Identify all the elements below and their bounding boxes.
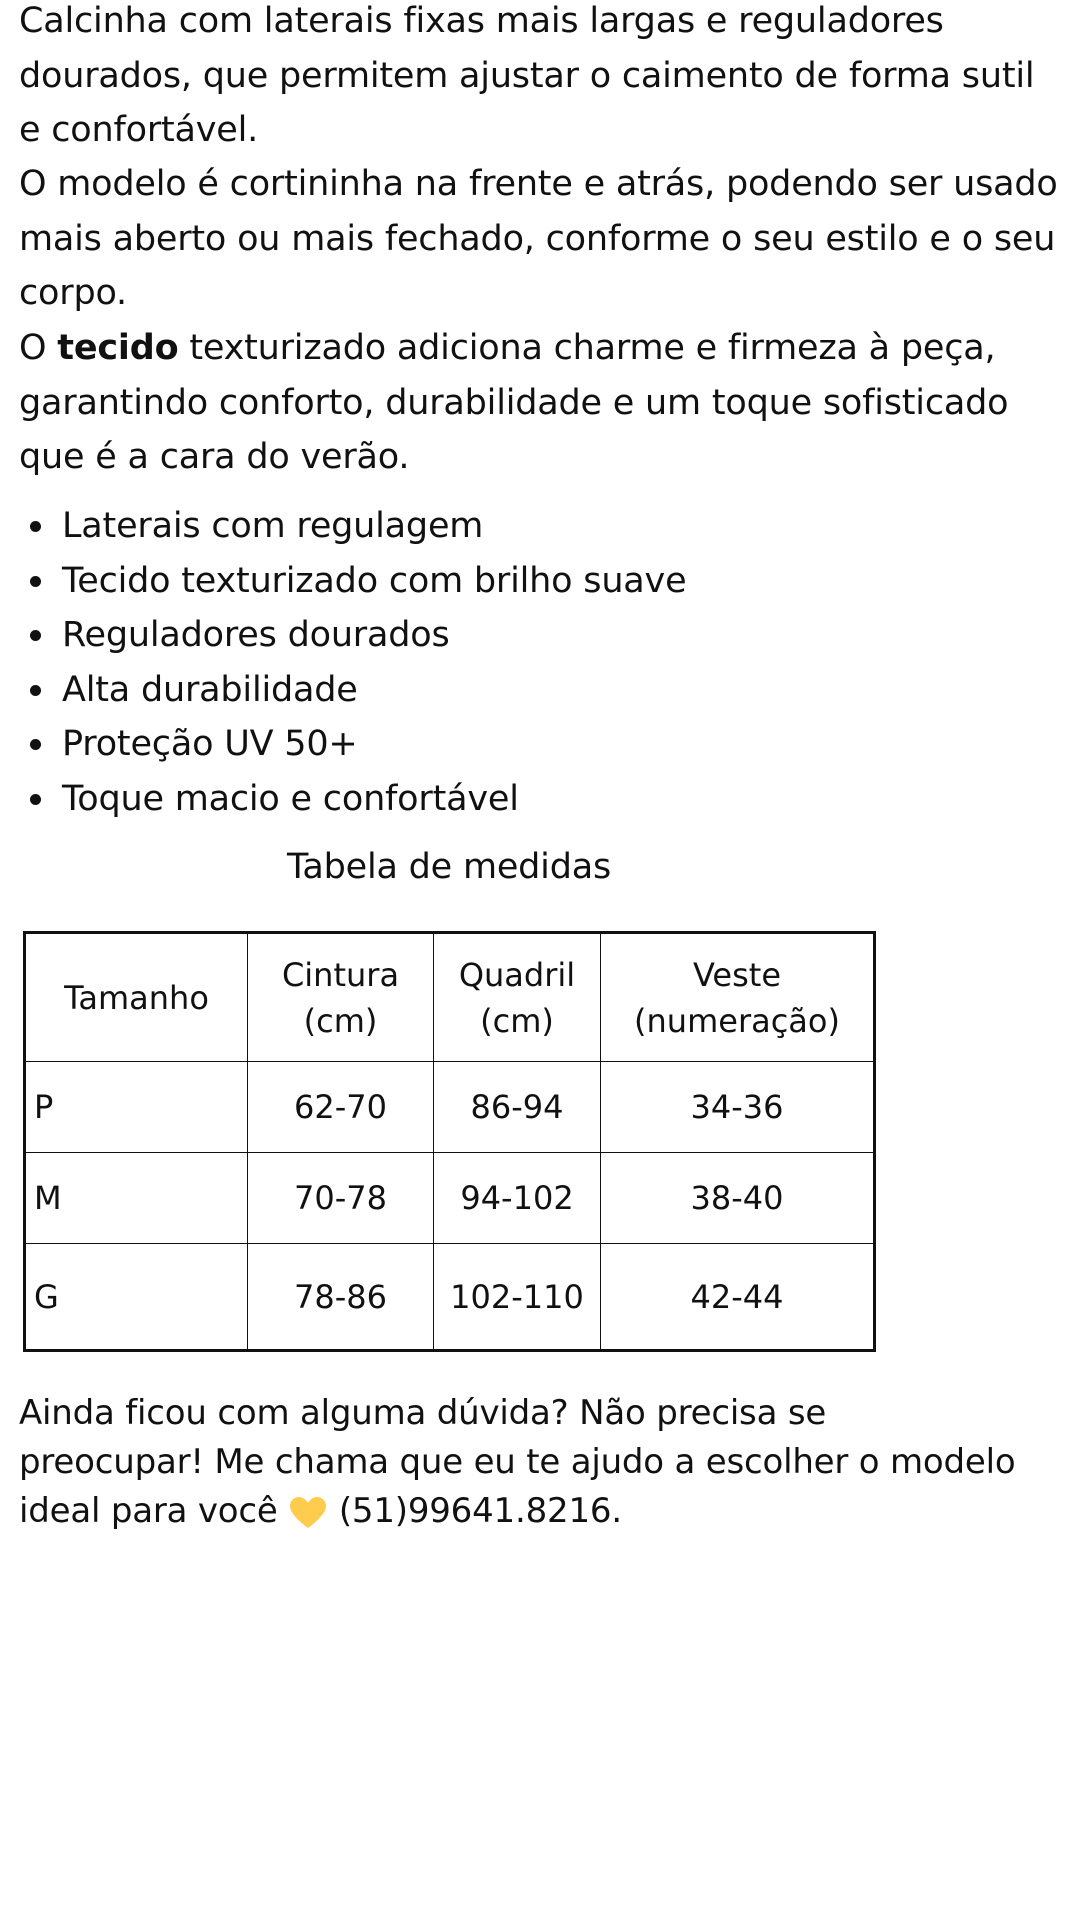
cell-hip: 94-102 (434, 1153, 601, 1244)
bullet-icon (30, 630, 41, 641)
feature-item (19, 772, 686, 827)
feature-label: Alta durabilidade (62, 669, 358, 710)
description-paragraph-1: Calcinha com laterais fixas mais largas e reguladores dourados, que permitem ajustar o caimento de forma sutil e confortável. (19, 1, 1035, 150)
bullet-icon (30, 521, 41, 532)
cell-hip: 102-110 (434, 1244, 601, 1351)
cell-size: G (25, 1244, 248, 1351)
description-paragraph-2: O modelo é cortininha na frente e atrás, podendo ser usado mais aberto ou mais fechado, conforme o seu estilo e o seu corpo. (19, 164, 1058, 313)
feature-label: Proteção UV 50+ (62, 724, 358, 764)
bullet-icon (30, 794, 41, 805)
feature-label: Reguladores dourados (62, 615, 450, 655)
size-table (23, 931, 876, 1352)
contact-footer (19, 1389, 1019, 1536)
table-row (25, 1062, 875, 1153)
feature-label: Laterais com regulagem (62, 506, 484, 546)
header-unit: (cm) (480, 1001, 554, 1040)
feature-label: Toque macio e confortável (62, 778, 519, 819)
feature-item (19, 499, 686, 554)
header-dress-size (601, 933, 875, 1062)
header-unit: (cm) (303, 1001, 378, 1040)
bullet-icon (30, 739, 41, 750)
cell-dress-size: 42-44 (601, 1244, 875, 1351)
table-row (25, 1244, 875, 1351)
header-size (25, 933, 248, 1062)
header-waist (248, 933, 434, 1062)
paragraph-3-bold: tecido (57, 328, 179, 368)
cell-size: P (25, 1062, 248, 1153)
paragraph-3-prefix: O (19, 328, 47, 368)
feature-label: Tecido texturizado com brilho suave (62, 560, 687, 601)
header-unit: (numeração) (634, 1001, 840, 1040)
bullet-icon (30, 576, 41, 587)
header-label: Tamanho (64, 978, 209, 1017)
feature-item (19, 554, 686, 609)
cell-size: M (25, 1153, 248, 1244)
cell-waist: 62-70 (248, 1062, 434, 1153)
paragraph-3-rest: texturizado adiciona charme e firmeza à peça, garantindo conforto, durabilidade e um toque sofisticado que é a cara do verão. (19, 328, 1009, 477)
feature-item (19, 608, 686, 663)
header-label: Veste (693, 955, 781, 994)
phone-number: (51)99641.8216. (338, 1491, 622, 1531)
cell-dress-size: 38-40 (601, 1153, 875, 1244)
footer-text: Ainda ficou com alguma dúvida? Não precisa se preocupar! Me chama que eu te ajudo a escolher o modelo ideal para você (19, 1393, 1016, 1531)
feature-item (19, 663, 686, 718)
bullet-icon (30, 685, 41, 696)
feature-list (19, 499, 686, 826)
cell-dress-size: 34-36 (601, 1062, 875, 1153)
yellow-heart-icon (290, 1494, 326, 1526)
header-label: Cintura (281, 955, 400, 994)
cell-waist: 78-86 (248, 1244, 434, 1351)
header-hip (434, 933, 601, 1062)
header-label: Quadril (458, 955, 576, 994)
feature-item (19, 717, 686, 772)
size-table-title: Tabela de medidas (286, 847, 612, 887)
cell-hip: 86-94 (434, 1062, 601, 1153)
table-header-row (25, 933, 875, 1062)
table-row (25, 1153, 875, 1244)
cell-waist: 70-78 (248, 1153, 434, 1244)
description-paragraph-3 (19, 321, 1079, 485)
